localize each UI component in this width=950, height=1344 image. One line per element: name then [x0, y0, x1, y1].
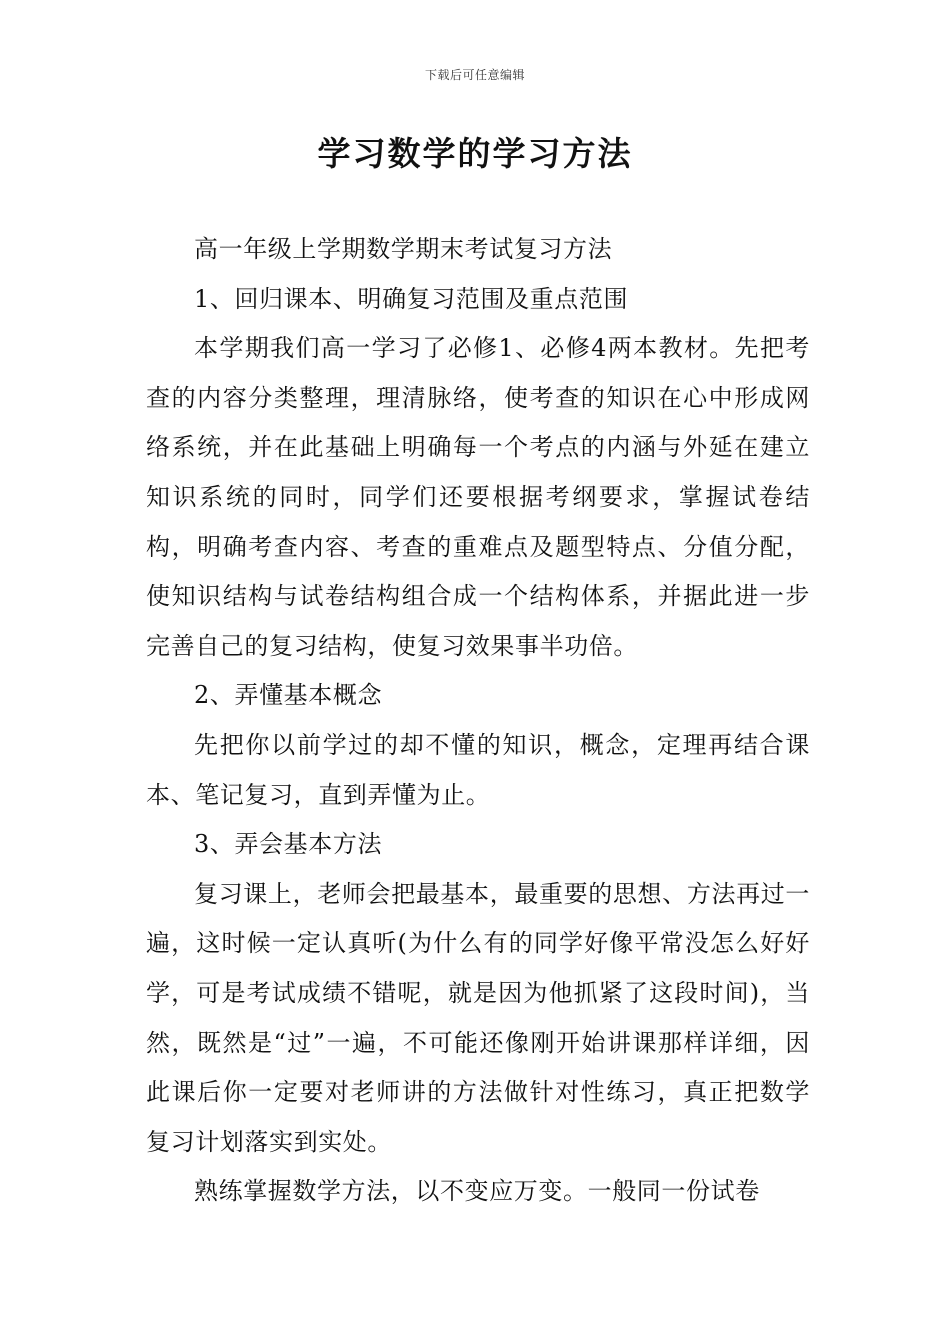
document-body	[146, 225, 810, 1217]
paragraph: 本学期我们高一学习了必修1、必修4两本教材。先把考查的内容分类整理，理清脉络，使考查的知识在心中形成网络系统，并在此基础上明确每一个考点的内涵与外延在建立知识系统的同时，同学们还要根据考纲要求，掌握试卷结构，明确考查内容、考查的重难点及题型特点、分值分配，使知识结构与试卷结构组合成一个结构体系，并据此进一步完善自己的复习结构，使复习效果事半功倍。	[146, 334, 810, 660]
paragraph: 1、回归课本、明确复习范围及重点范围	[194, 284, 629, 313]
document-title: 学习数学的学习方法	[317, 134, 633, 173]
header-note: 下载后可任意编辑	[424, 68, 525, 82]
paragraph: 熟练掌握数学方法，以不变应万变。一般同一份试卷	[194, 1177, 760, 1206]
paragraph: 2、弄懂基本概念	[194, 681, 383, 710]
paragraph: 复习课上，老师会把最基本，最重要的思想、方法再过一遍，这时候一定认真听(为什么有的同学好像平常没怎么好好学，可是考试成绩不错呢，就是因为他抓紧了这段时间)，当然，既然是“过”一遍，不可能还像刚开始讲课那样详细，因此课后你一定要对老师讲的方法做针对性练习，真正把数学复习计划落实到实处。	[146, 879, 810, 1156]
paragraph: 3、弄会基本方法	[194, 830, 383, 859]
paragraph: 先把你以前学过的却不懂的知识，概念，定理再结合课本、笔记复习，直到弄懂为止。	[146, 730, 810, 809]
paragraph: 高一年级上学期数学期末考试复习方法	[194, 235, 613, 263]
